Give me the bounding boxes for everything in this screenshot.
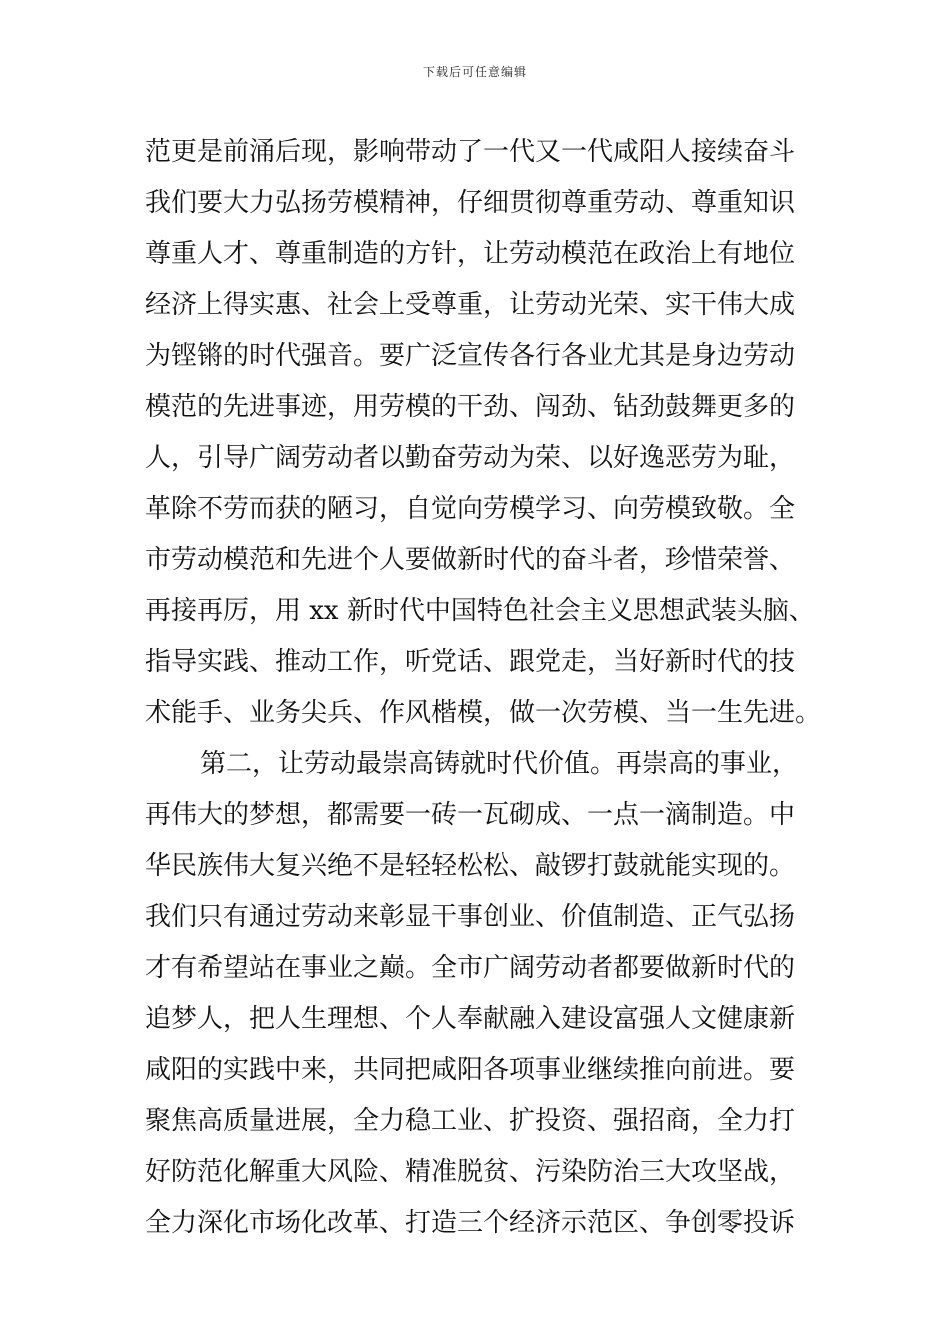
text-line: 为铿锵的时代强音。要广泛宣传各行各业尤其是身边劳动 (145, 341, 796, 371)
text-line: 人，引导广阔劳动者以勤奋劳动为荣、以好逸恶劳为耻， (145, 443, 796, 473)
text-line: 咸阳的实践中来，共同把咸阳各项事业继续推向前进。要 (145, 1055, 796, 1085)
paragraph-start-line: 第二，让劳动最崇高铸就时代价值。再崇高的事业， (200, 749, 799, 779)
text-line: 术能手、业务尖兵、作风楷模，做一次劳模、当一生先进。 (145, 698, 822, 728)
page-header: 下载后可任意编辑 (422, 65, 527, 79)
body-text (145, 127, 822, 1249)
text-line: 尊重人才、尊重制造的方针，让劳动模范在政治上有地位 (145, 239, 796, 269)
text-line: 好防范化解重大风险、精准脱贫、污染防治三大攻坚战， (145, 1157, 796, 1187)
text-line: 华民族伟大复兴绝不是轻轻松松、敲锣打鼓就能实现的。 (145, 851, 796, 881)
text-line: 市劳动模范和先进个人要做新时代的奋斗者，珍惜荣誉、 (145, 545, 796, 575)
text-line: 我们只有通过劳动来彰显干事创业、价值制造、正气弘扬 (145, 902, 796, 932)
text-line: 经济上得实惠、社会上受尊重，让劳动光荣、实干伟大成 (145, 290, 796, 320)
text-line: 聚焦高质量进展，全力稳工业、扩投资、强招商，全力打 (145, 1106, 796, 1136)
text-line: 模范的先进事迹，用劳模的干劲、闯劲、钻劲鼓舞更多的 (145, 392, 796, 422)
text-line: 革除不劳而获的陋习，自觉向劳模学习、向劳模致敬。全 (145, 494, 796, 524)
text-line: 再接再厉，用 xx 新时代中国特色社会主义思想武装头脑、 (145, 596, 815, 626)
text-line: 范更是前涌后现，影响带动了一代又一代咸阳人接续奋斗 (145, 137, 796, 167)
text-line: 指导实践、推动工作，听党话、跟党走，当好新时代的技 (145, 647, 796, 677)
text-line: 追梦人，把人生理想、个人奉献融入建设富强人文健康新 (145, 1004, 796, 1034)
text-line: 再伟大的梦想，都需要一砖一瓦砌成、一点一滴制造。中 (145, 800, 796, 830)
text-line: 全力深化市场化改革、打造三个经济示范区、争创零投诉 (145, 1208, 796, 1238)
text-line: 我们要大力弘扬劳模精神，仔细贯彻尊重劳动、尊重知识 (145, 188, 796, 218)
text-line: 才有希望站在事业之巅。全市广阔劳动者都要做新时代的 (145, 953, 796, 983)
